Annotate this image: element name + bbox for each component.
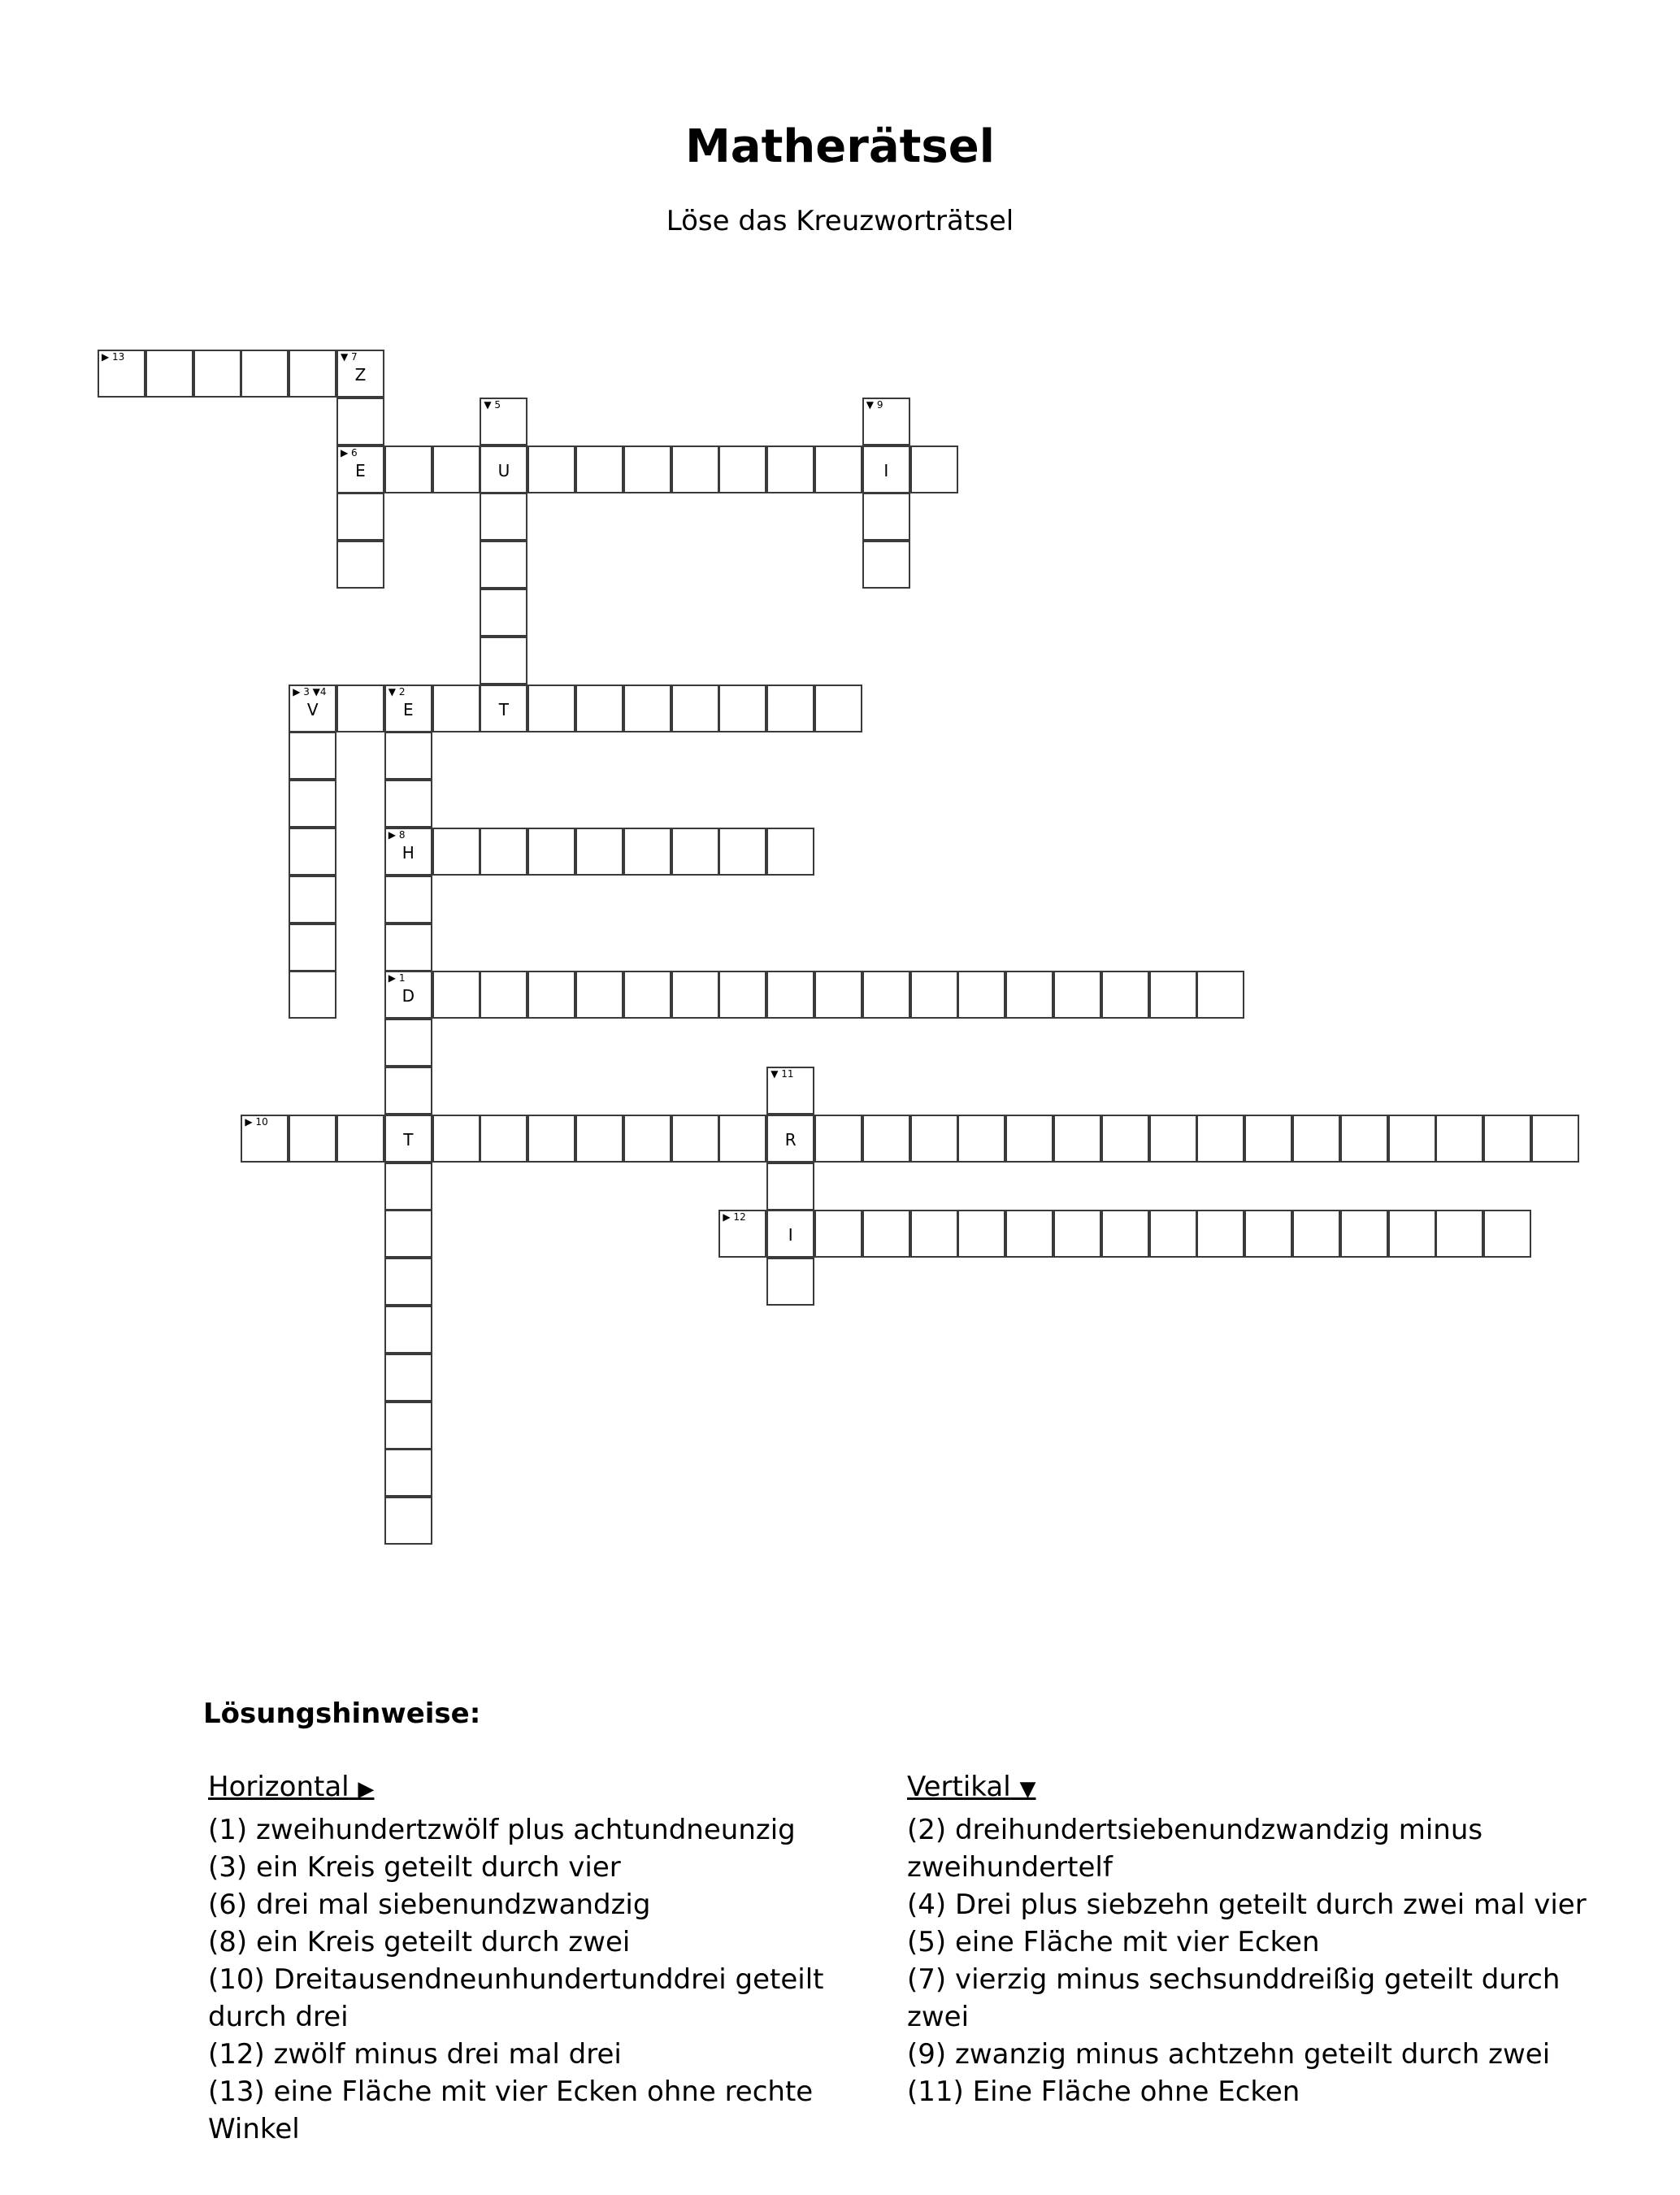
crossword-cell[interactable] xyxy=(1101,971,1149,1019)
crossword-cell[interactable] xyxy=(766,971,814,1019)
crossword-cell[interactable] xyxy=(384,924,432,971)
crossword-cell[interactable] xyxy=(1005,1115,1053,1163)
crossword-cell[interactable] xyxy=(1483,1210,1531,1258)
crossword-cell[interactable] xyxy=(1053,1115,1101,1163)
crossword-cell[interactable] xyxy=(1531,1115,1579,1163)
crossword-cell[interactable] xyxy=(289,971,336,1019)
crossword-cell[interactable] xyxy=(671,828,719,876)
horizontal-label: Horizontal xyxy=(208,1771,349,1803)
clue-horizontal-6: (6) drei mal siebenundzwandzig xyxy=(208,1889,651,1921)
clue-vertical-4: (4) Drei plus siebzehn geteilt durch zwei mal vier xyxy=(907,1889,1587,1921)
crossword-cell[interactable] xyxy=(527,828,575,876)
crossword-cell[interactable] xyxy=(766,1163,814,1211)
crossword-cell[interactable] xyxy=(718,828,766,876)
crossword-cell[interactable] xyxy=(623,446,671,493)
crossword-cell[interactable] xyxy=(623,828,671,876)
clue-number: ▶ 6 xyxy=(341,446,358,459)
arrow-down-icon: ▼ xyxy=(1019,1777,1036,1802)
clue-vertical-11: (11) Eine Fläche ohne Ecken xyxy=(907,2075,1300,2108)
clue-number: ▼ 2 xyxy=(388,685,406,698)
crossword-cell[interactable] xyxy=(1053,1210,1101,1258)
crossword-cell[interactable] xyxy=(384,780,432,828)
vertical-clues xyxy=(907,1768,1598,2110)
crossword-cell[interactable] xyxy=(1340,1115,1388,1163)
crossword-cell[interactable] xyxy=(1196,971,1244,1019)
crossword-cell[interactable] xyxy=(862,493,910,541)
crossword-cell[interactable] xyxy=(480,1115,527,1163)
crossword-cell[interactable] xyxy=(480,637,527,685)
crossword-cell[interactable] xyxy=(814,446,862,493)
crossword-cell[interactable] xyxy=(480,446,527,493)
crossword-cell[interactable] xyxy=(766,828,814,876)
vertical-heading xyxy=(907,1768,1598,1808)
crossword-cell[interactable] xyxy=(384,1449,432,1497)
crossword-cell[interactable] xyxy=(1101,1115,1149,1163)
crossword-cell[interactable] xyxy=(527,1115,575,1163)
cell-letter: I xyxy=(788,1225,793,1245)
hints-heading: Lösungshinweise: xyxy=(203,1697,481,1730)
crossword-cell[interactable] xyxy=(623,1115,671,1163)
clue-number: ▼ 7 xyxy=(341,351,358,363)
crossword-cell[interactable] xyxy=(957,971,1005,1019)
crossword-cell[interactable] xyxy=(814,1115,862,1163)
crossword-cell[interactable] xyxy=(910,446,958,493)
crossword-cell[interactable] xyxy=(336,541,384,589)
crossword-cell[interactable] xyxy=(1196,1210,1244,1258)
clue-number: ▼ 5 xyxy=(484,398,501,411)
crossword-cell[interactable] xyxy=(862,1115,910,1163)
crossword-cell[interactable] xyxy=(910,971,958,1019)
crossword-cell[interactable] xyxy=(1388,1115,1436,1163)
crossword-cell[interactable] xyxy=(384,1019,432,1067)
crossword-cell[interactable] xyxy=(766,1067,814,1115)
crossword-cell[interactable] xyxy=(336,1115,384,1163)
crossword-cell[interactable] xyxy=(1244,1210,1292,1258)
crossword-cell[interactable] xyxy=(480,541,527,589)
crossword-cell[interactable] xyxy=(814,1210,862,1258)
crossword-cell[interactable] xyxy=(384,446,432,493)
crossword-cell[interactable] xyxy=(766,1258,814,1306)
cell-letter: R xyxy=(784,1129,797,1150)
crossword-cell[interactable] xyxy=(289,780,336,828)
crossword-cell[interactable] xyxy=(910,1115,958,1163)
crossword-cell[interactable] xyxy=(480,493,527,541)
horizontal-heading xyxy=(208,1768,883,1808)
crossword-cell[interactable] xyxy=(336,350,384,398)
crossword-cell[interactable] xyxy=(575,446,623,493)
crossword-cell[interactable] xyxy=(1053,971,1101,1019)
crossword-cell[interactable] xyxy=(480,589,527,637)
cell-letter: V xyxy=(306,699,319,719)
crossword-cell[interactable] xyxy=(575,685,623,732)
crossword-cell[interactable] xyxy=(384,1067,432,1115)
crossword-cell[interactable] xyxy=(1292,1115,1340,1163)
crossword-cell[interactable] xyxy=(480,685,527,732)
cell-letter: E xyxy=(402,699,414,719)
crossword-cell[interactable] xyxy=(718,1115,766,1163)
crossword-cell[interactable] xyxy=(766,1210,814,1258)
crossword-cell[interactable] xyxy=(766,1115,814,1163)
crossword-cell[interactable] xyxy=(862,446,910,493)
clue-number: ▼ 11 xyxy=(771,1068,794,1080)
crossword-cell[interactable] xyxy=(384,828,432,876)
crossword-cell[interactable] xyxy=(718,1210,766,1258)
crossword-cell[interactable] xyxy=(1005,1210,1053,1258)
cell-letter: T xyxy=(403,1129,414,1150)
clue-number: ▶ 1 xyxy=(388,972,406,984)
page-subtitle: Löse das Kreuzworträtsel xyxy=(666,205,1014,237)
cell-letter: T xyxy=(498,699,509,719)
crossword-cell[interactable] xyxy=(336,493,384,541)
crossword-cell[interactable] xyxy=(384,1497,432,1545)
crossword-cell[interactable] xyxy=(814,685,862,732)
crossword-cell[interactable] xyxy=(1435,1210,1483,1258)
crossword-cell[interactable] xyxy=(623,971,671,1019)
clue-number: ▶ 8 xyxy=(388,829,406,841)
clue-horizontal-10: (10) Dreitausendneunhundertunddrei geteilt durch drei xyxy=(208,1963,824,2033)
crossword-cell[interactable] xyxy=(432,971,480,1019)
crossword-cell[interactable] xyxy=(910,1210,958,1258)
crossword-cell[interactable] xyxy=(957,1115,1005,1163)
crossword-cell[interactable] xyxy=(289,924,336,971)
clue-horizontal-3: (3) ein Kreis geteilt durch vier xyxy=(208,1851,621,1884)
crossword-cell[interactable] xyxy=(384,1258,432,1306)
crossword-cell[interactable] xyxy=(384,732,432,780)
clue-number: ▶ 12 xyxy=(723,1211,746,1224)
crossword-cell[interactable] xyxy=(289,876,336,924)
crossword-cell[interactable] xyxy=(1435,1115,1483,1163)
crossword-cell[interactable] xyxy=(671,685,719,732)
vertical-label: Vertikal xyxy=(907,1771,1011,1803)
crossword-cell[interactable] xyxy=(1149,1115,1197,1163)
crossword-cell[interactable] xyxy=(814,971,862,1019)
horizontal-clues xyxy=(208,1768,883,2148)
clue-vertical-2: (2) dreihundertsiebenundzwandzig minus zweihundertelf xyxy=(907,1814,1483,1884)
crossword-cell[interactable] xyxy=(862,541,910,589)
crossword-cell[interactable] xyxy=(384,971,432,1019)
crossword-cell[interactable] xyxy=(1244,1115,1292,1163)
crossword-cell[interactable] xyxy=(1388,1210,1436,1258)
crossword-cell[interactable] xyxy=(1340,1210,1388,1258)
crossword-cell[interactable] xyxy=(1149,1210,1197,1258)
page-title: Matherätsel xyxy=(685,120,995,173)
cell-letter: U xyxy=(497,460,510,480)
clue-horizontal-1: (1) zweihundertzwölf plus achtundneunzig xyxy=(208,1814,796,1846)
crossword-cell[interactable] xyxy=(289,732,336,780)
crossword-cell[interactable] xyxy=(957,1210,1005,1258)
crossword-cell[interactable] xyxy=(432,828,480,876)
crossword-cell[interactable] xyxy=(241,350,289,398)
clue-number: ▶ 13 xyxy=(102,351,125,363)
cell-letter: I xyxy=(883,460,889,480)
crossword-cell[interactable] xyxy=(432,446,480,493)
crossword-cell[interactable] xyxy=(384,685,432,732)
crossword-cell[interactable] xyxy=(384,1402,432,1450)
arrow-right-icon: ▶ xyxy=(358,1777,375,1802)
crossword-cell[interactable] xyxy=(766,446,814,493)
crossword-cell[interactable] xyxy=(289,828,336,876)
crossword-cell[interactable] xyxy=(289,685,336,732)
crossword-cell[interactable] xyxy=(480,828,527,876)
clue-horizontal-13: (13) eine Fläche mit vier Ecken ohne rechte Winkel xyxy=(208,2075,814,2145)
crossword-cell[interactable] xyxy=(1483,1115,1531,1163)
crossword-cell[interactable] xyxy=(575,1115,623,1163)
crossword-cell[interactable] xyxy=(671,446,719,493)
crossword-cell[interactable] xyxy=(384,1163,432,1211)
crossword-cell[interactable] xyxy=(384,1354,432,1402)
crossword-cell[interactable] xyxy=(1196,1115,1244,1163)
cell-letter: E xyxy=(355,460,366,480)
crossword-cell[interactable] xyxy=(336,685,384,732)
crossword-cell[interactable] xyxy=(336,398,384,446)
crossword-cell[interactable] xyxy=(432,685,480,732)
clue-vertical-5: (5) eine Fläche mit vier Ecken xyxy=(907,1926,1320,1958)
crossword-cell[interactable] xyxy=(527,685,575,732)
cell-letter: Z xyxy=(354,365,367,385)
crossword-cell[interactable] xyxy=(1292,1210,1340,1258)
crossword-cell[interactable] xyxy=(480,398,527,446)
crossword-cell[interactable] xyxy=(862,398,910,446)
crossword-cell[interactable] xyxy=(527,971,575,1019)
crossword-cell[interactable] xyxy=(623,685,671,732)
crossword-cell[interactable] xyxy=(289,1115,336,1163)
cell-letter: H xyxy=(402,843,415,863)
clue-horizontal-12: (12) zwölf minus drei mal drei xyxy=(208,2038,622,2071)
clue-horizontal-8: (8) ein Kreis geteilt durch zwei xyxy=(208,1926,631,1958)
crossword-cell[interactable] xyxy=(145,350,193,398)
crossword-cell[interactable] xyxy=(336,446,384,493)
crossword-cell[interactable] xyxy=(718,685,766,732)
crossword-cell[interactable] xyxy=(1149,971,1197,1019)
clue-number: ▶ 10 xyxy=(245,1115,268,1128)
crossword-cell[interactable] xyxy=(1101,1210,1149,1258)
clue-number: ▼ 9 xyxy=(866,398,883,411)
crossword-cell[interactable] xyxy=(862,971,910,1019)
crossword-cell[interactable] xyxy=(480,971,527,1019)
crossword-cell[interactable] xyxy=(671,971,719,1019)
crossword-cell[interactable] xyxy=(527,446,575,493)
crossword-cell[interactable] xyxy=(575,971,623,1019)
crossword-cell[interactable] xyxy=(718,971,766,1019)
crossword-cell[interactable] xyxy=(432,1115,480,1163)
crossword-cell[interactable] xyxy=(1005,971,1053,1019)
crossword-cell[interactable] xyxy=(289,350,336,398)
crossword-cell[interactable] xyxy=(193,350,241,398)
crossword-cell[interactable] xyxy=(718,446,766,493)
clue-vertical-7: (7) vierzig minus sechsunddreißig geteilt durch zwei xyxy=(907,1963,1561,2033)
crossword-cell[interactable] xyxy=(384,876,432,924)
clue-vertical-9: (9) zwanzig minus achtzehn geteilt durch zwei xyxy=(907,2038,1551,2071)
crossword-cell[interactable] xyxy=(575,828,623,876)
crossword-cell[interactable] xyxy=(384,1115,432,1163)
clue-number: ▶ 3 ▼4 xyxy=(293,685,327,698)
crossword-cell[interactable] xyxy=(671,1115,719,1163)
crossword-cell[interactable] xyxy=(384,1210,432,1258)
crossword-cell[interactable] xyxy=(241,1115,289,1163)
crossword-cell[interactable] xyxy=(862,1210,910,1258)
crossword-cell[interactable] xyxy=(384,1306,432,1354)
crossword-cell[interactable] xyxy=(766,685,814,732)
crossword-cell[interactable] xyxy=(98,350,145,398)
cell-letter: D xyxy=(402,986,415,1006)
